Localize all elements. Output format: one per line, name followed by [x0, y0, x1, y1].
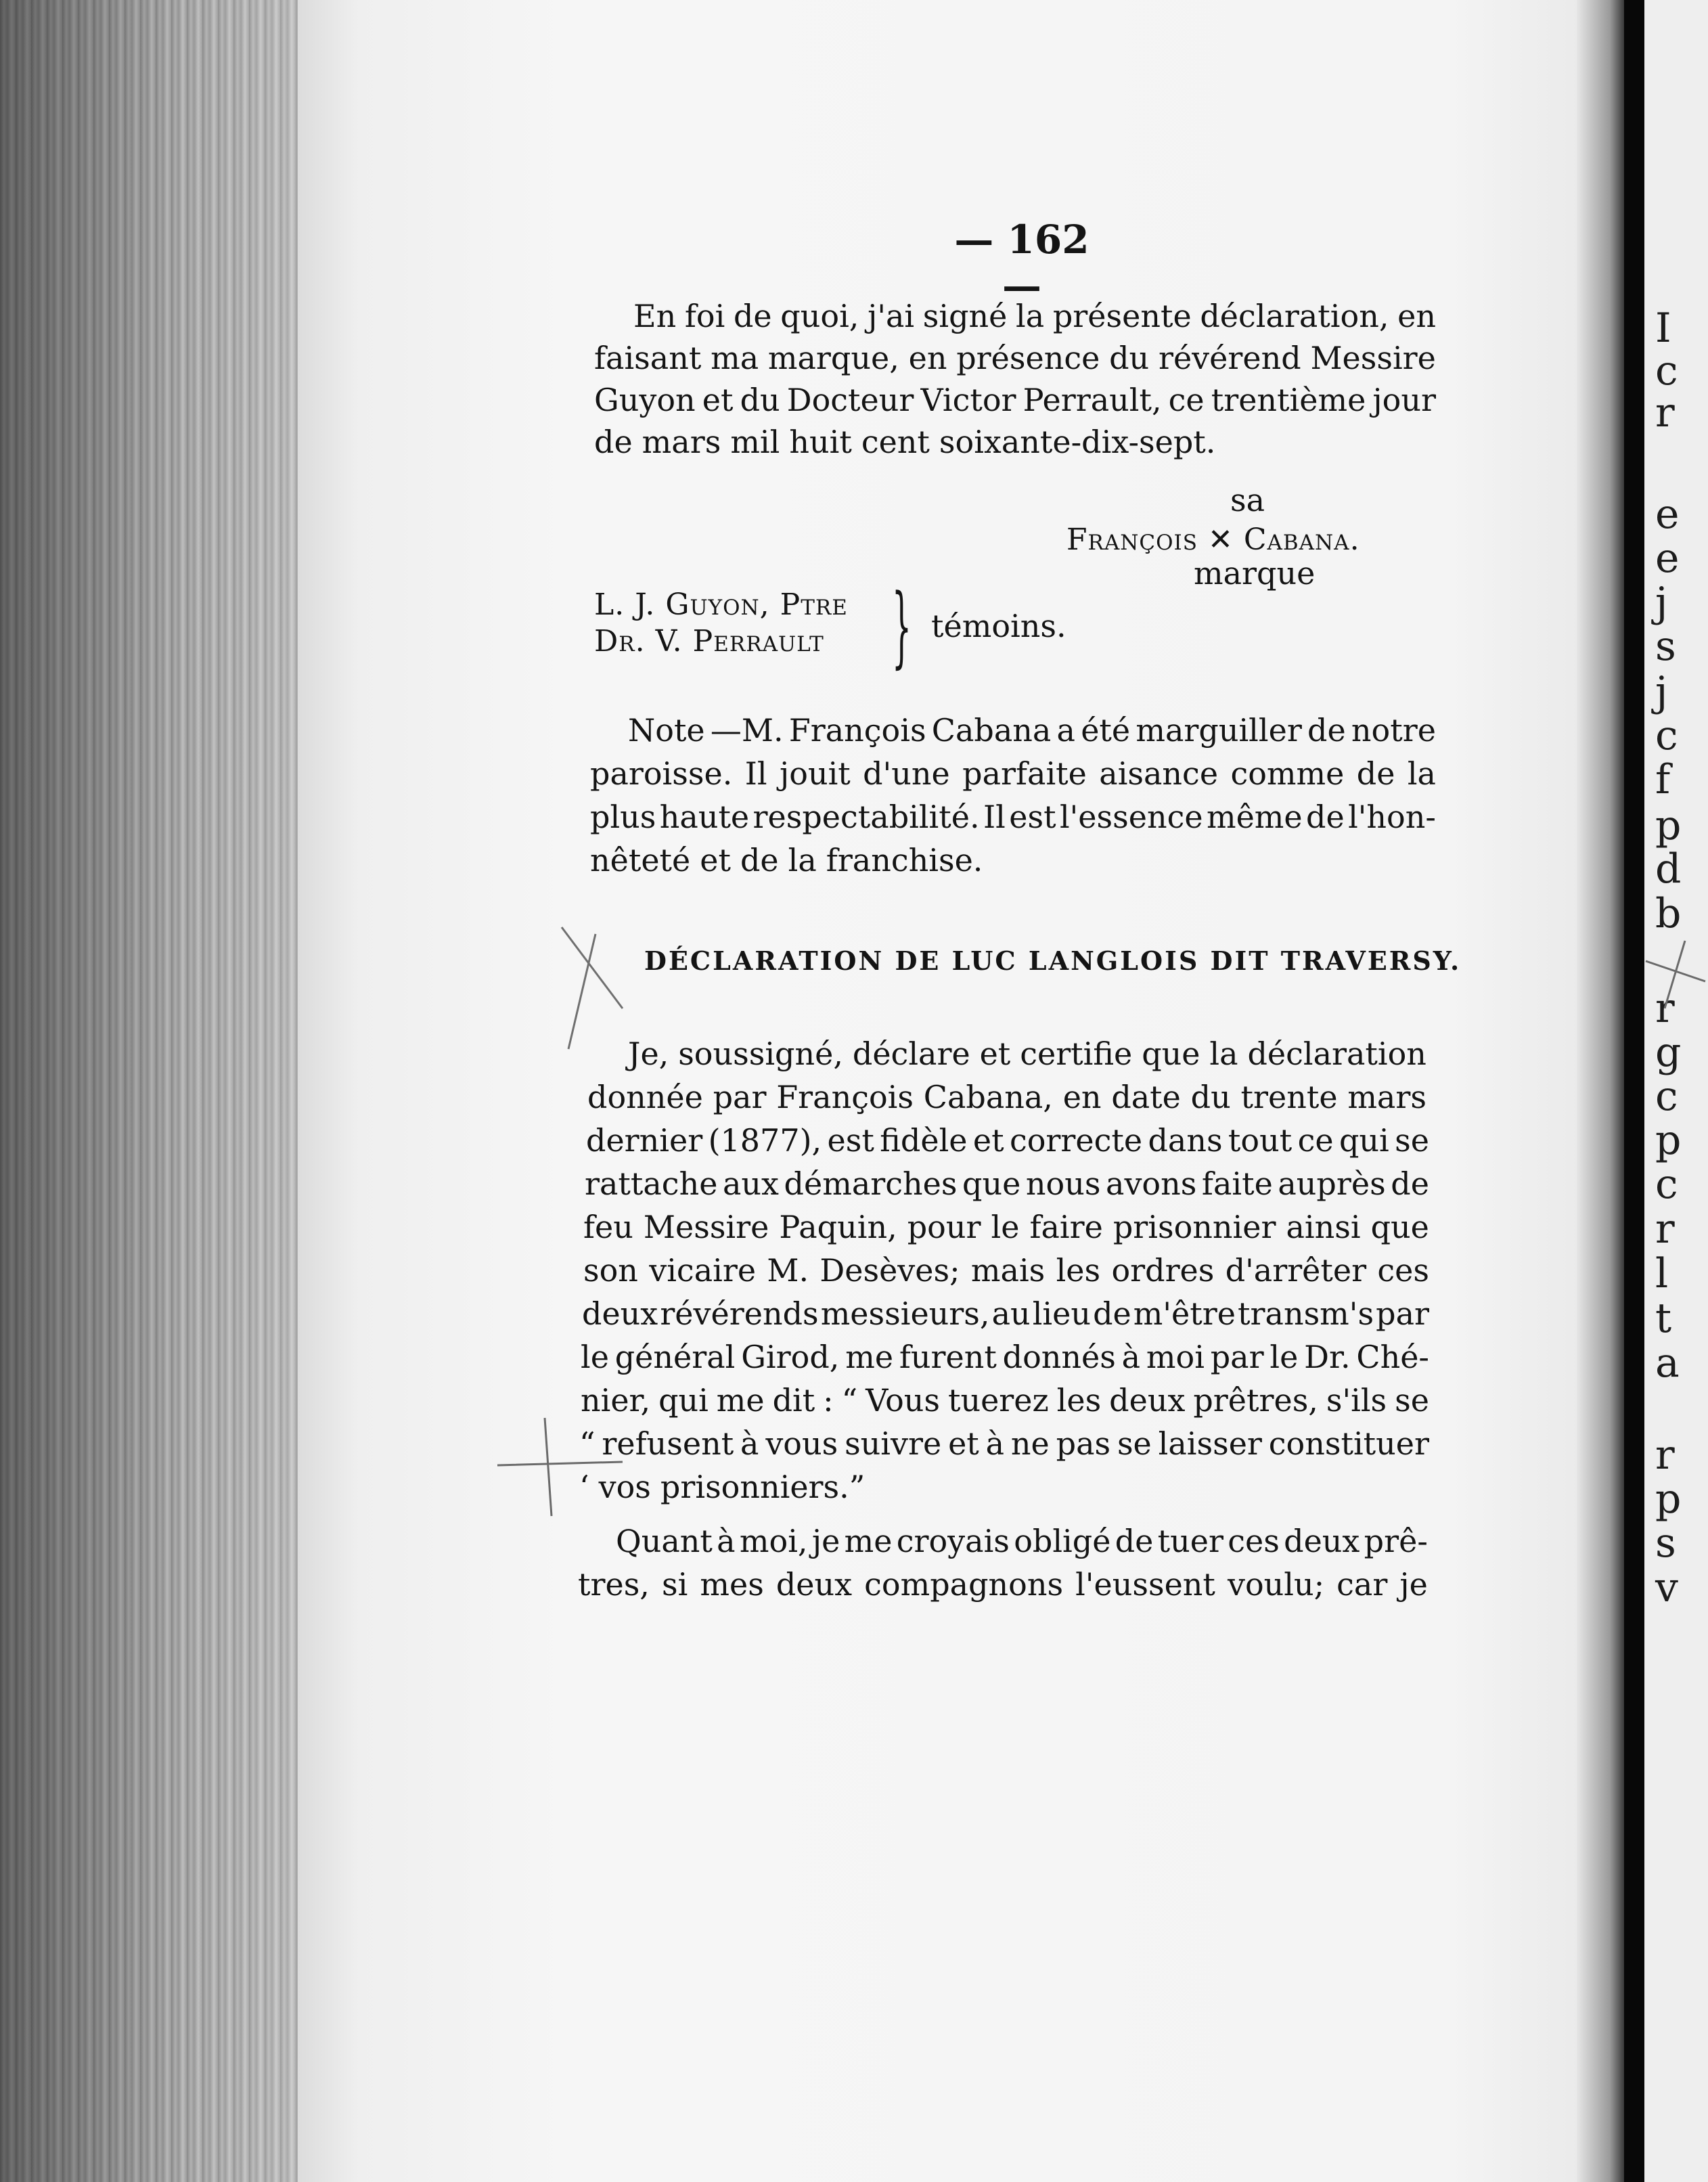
next-page-char: s — [1655, 623, 1676, 670]
paragraph-3-line: tres, si mes deux compagnons l'eussent voulu; car je — [578, 1566, 1428, 1603]
paragraph-2-line: feu Messire Paquin, pour le faire prisonnier ainsi que — [583, 1209, 1429, 1245]
signature-marque: marque — [1194, 555, 1316, 592]
pencil-cross-mark — [555, 920, 636, 1056]
next-page-char: b — [1655, 890, 1682, 937]
next-page-char: I — [1655, 305, 1671, 352]
next-page-char: l — [1655, 1250, 1669, 1297]
paragraph-1-line: faisant ma marque, en présence du révérend Messire — [594, 340, 1436, 376]
next-page-char: p — [1655, 802, 1682, 849]
witness-name: L. J. Guyon, Ptre — [594, 587, 848, 622]
signature-sa: sa — [1230, 482, 1265, 518]
pencil-cross-mark — [494, 1415, 629, 1523]
next-page-char: s — [1655, 1519, 1676, 1567]
paragraph-2-line: deux révérends messieurs, au lieu de m'être transm's par — [582, 1295, 1429, 1332]
next-page-char: r — [1655, 389, 1675, 437]
page-gutter — [1577, 0, 1624, 2182]
paragraph-2-line: rattache aux démarches que nous avons faite auprès de — [585, 1165, 1429, 1202]
paragraph-1-line: Guyon et du Docteur Victor Perrault, ce trentième jour — [594, 382, 1436, 418]
paragraph-2-line: dernier (1877), est fidèle et correcte dans tout ce qui se — [586, 1122, 1429, 1159]
next-page-char: e — [1655, 535, 1680, 582]
page-stack-shadow — [0, 0, 298, 2182]
next-page-char: e — [1655, 491, 1680, 538]
paragraph-1-line: En foi de quoi, j'ai signé la présente déclaration, en — [633, 298, 1436, 334]
paragraph-3-line: Quant à moi, je me croyais obligé de tuer ces deux prê- — [616, 1523, 1428, 1559]
next-page-char: t — [1655, 1295, 1672, 1342]
witness-brace: } — [892, 575, 912, 677]
pencil-cross-mark — [1644, 934, 1708, 1015]
page-number: — 162 — — [954, 217, 1089, 309]
next-page-char: p — [1655, 1117, 1682, 1164]
paragraph-1-line: de mars mil huit cent soixante-dix-sept. — [594, 424, 1216, 460]
note-line: nêteté et de la franchise. — [590, 842, 983, 878]
section-heading: DÉCLARATION DE LUC LANGLOIS DIT TRAVERSY. — [644, 945, 1462, 976]
paragraph-2-line: “ refusent à vous suivre et à ne pas se laisser constituer — [579, 1425, 1429, 1462]
paragraph-2-line: donnée par François Cabana, en date du trente mars — [587, 1079, 1426, 1115]
next-page-char: c — [1655, 1161, 1678, 1208]
next-page-char: r — [1655, 1431, 1675, 1479]
paragraph-2-line: nier, qui me dit : “ Vous tuerez les deux prêtres, s'ils se — [581, 1382, 1429, 1419]
next-page-char: c — [1655, 347, 1678, 395]
witness-name: Dr. V. Perrault — [594, 624, 824, 659]
next-page-char: r — [1655, 1205, 1675, 1253]
next-page-fragment — [1644, 0, 1708, 2182]
page-divider — [1624, 0, 1644, 2182]
next-page-char: c — [1655, 1073, 1678, 1120]
next-page-char: c — [1655, 712, 1678, 759]
next-page-char: d — [1655, 845, 1682, 893]
paragraph-2-line: le général Girod, me furent donnés à moi par le Dr. Ché- — [581, 1339, 1429, 1375]
paragraph-2-line: son vicaire M. Desèves; mais les ordres d'arrêter ces — [583, 1252, 1429, 1289]
note-line: plus haute respectabilité. Il est l'essence même de l'hon- — [590, 799, 1436, 835]
next-page-char: v — [1655, 1564, 1678, 1611]
next-page-char: p — [1655, 1475, 1682, 1523]
paragraph-2-line: ‘ vos prisonniers.” — [579, 1469, 866, 1505]
next-page-char: f — [1655, 756, 1671, 803]
witnesses-label: témoins. — [931, 608, 1066, 644]
paragraph-2-line: Je, soussigné, déclare et certifie que la déclaration — [628, 1036, 1426, 1072]
next-page-char: g — [1655, 1029, 1682, 1076]
signature-name: François ✕ Cabana. — [1066, 522, 1360, 557]
next-page-char: a — [1655, 1339, 1680, 1387]
next-page-char: j — [1655, 579, 1668, 626]
next-page-char: j — [1655, 668, 1668, 715]
next-page-char: r — [1655, 985, 1675, 1032]
note-line: Note —M. François Cabana a été marguiller de notre — [628, 712, 1436, 749]
note-line: paroisse. Il jouit d'une parfaite aisance comme de la — [590, 755, 1436, 792]
